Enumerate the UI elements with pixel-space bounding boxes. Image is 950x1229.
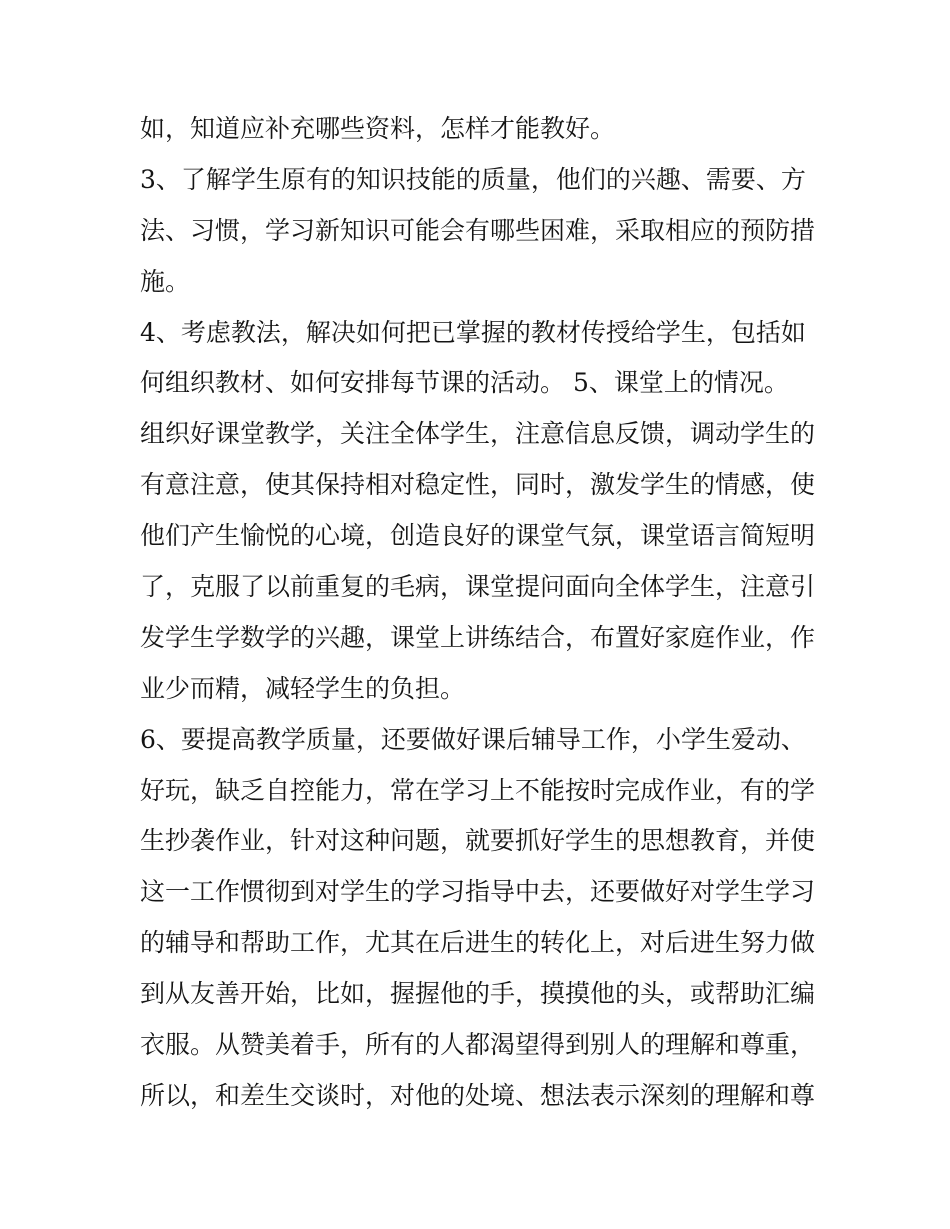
body-text [140, 104, 820, 1122]
text-line-3: 法、习惯，学习新知识可能会有哪些困难，采取相应的预防措 [140, 215, 816, 245]
text-line-7: 组织好课堂教学，关注全体学生，注意信息反馈，调动学生的 [140, 419, 816, 449]
text-line-16: 这一工作惯彻到对学生的学习指导中去，还要做好对学生学习 [140, 877, 816, 907]
text-line-1: 如，知道应补充哪些资料，怎样才能教好。 [140, 114, 616, 143]
text-line-19: 衣服。从赞美着手，所有的人都渴望得到别人的理解和尊重， [140, 1030, 816, 1060]
text-line-9: 他们产生愉悦的心境，创造良好的课堂气氛，课堂语言简短明 [140, 521, 816, 551]
text-line-2: 3、了解学生原有的知识技能的质量，他们的兴趣、需要、方 [140, 164, 806, 194]
text-line-5: 4、考虑教法，解决如何把已掌握的教材传授给学生，包括如 [140, 317, 806, 347]
text-line-11: 发学生学数学的兴趣，课堂上讲练结合，布置好家庭作业，作 [140, 622, 816, 652]
text-line-10: 了，克服了以前重复的毛病，课堂提问面向全体学生，注意引 [140, 572, 816, 602]
text-line-8: 有意注意，使其保持相对稳定性，同时，激发学生的情感，使 [140, 470, 816, 500]
text-line-14: 好玩，缺乏自控能力，常在学习上不能按时完成作业，有的学 [140, 775, 816, 805]
text-line-13: 6、要提高教学质量，还要做好课后辅导工作，小学生爱动、 [140, 724, 806, 754]
text-line-12: 业少而精，减轻学生的负担。 [140, 673, 466, 703]
text-line-17: 的辅导和帮助工作，尤其在后进生的转化上，对后进生努力做 [140, 928, 816, 958]
text-line-15: 生抄袭作业，针对这种问题，就要抓好学生的思想教育，并使 [140, 826, 816, 856]
text-line-4: 施。 [140, 266, 191, 296]
text-line-18: 到从友善开始，比如，握握他的手，摸摸他的头，或帮助汇编 [140, 979, 816, 1009]
text-line-20: 所以，和差生交谈时，对他的处境、想法表示深刻的理解和尊 [140, 1080, 816, 1110]
text-line-6: 何组织教材、如何安排每节课的活动。 5、课堂上的情况。 [140, 368, 789, 398]
